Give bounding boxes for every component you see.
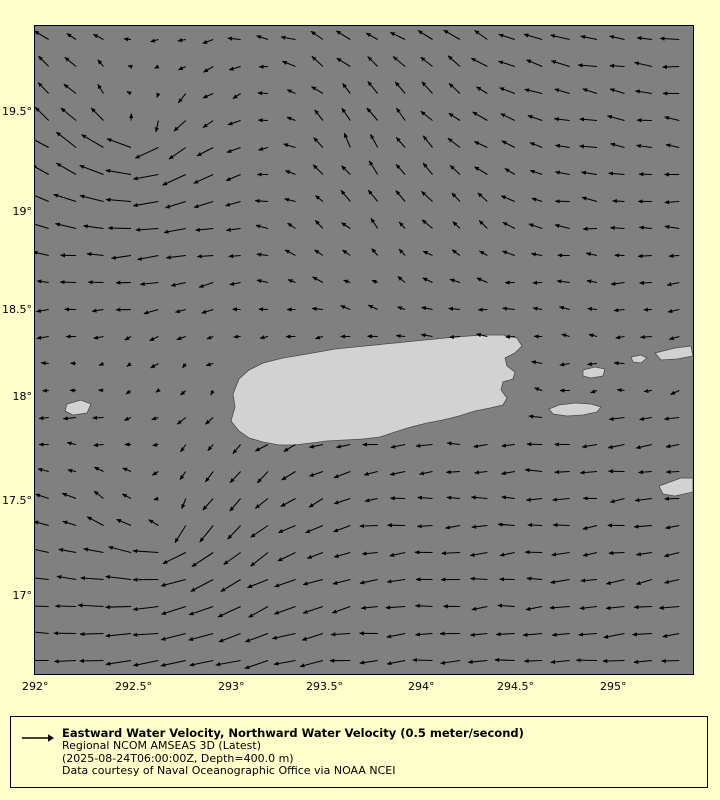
ytick-label: 17.5°	[2, 494, 32, 507]
ytick-label: 17°	[12, 589, 32, 602]
chart-legend	[10, 716, 710, 790]
ytick-label: 19°	[12, 205, 32, 218]
legend-title: Eastward Water Velocity, Northward Water Velocity (0.5 meter/second)	[62, 726, 524, 740]
xtick-label: 293.5°	[306, 680, 343, 693]
xtick-label: 294.5°	[497, 680, 534, 693]
legend-courtesy-line: Data courtesy of Naval Oceanographic Office via NOAA NCEI	[62, 764, 396, 777]
xtick-label: 294°	[408, 680, 435, 693]
velocity-arrows-layer	[35, 26, 693, 674]
xtick-label: 293°	[218, 680, 245, 693]
ytick-label: 18°	[12, 390, 32, 403]
ytick-label: 19.5°	[2, 105, 32, 118]
ytick-label: 18.5°	[2, 303, 32, 316]
legend-time-depth-line: (2025-08-24T06:00:00Z, Depth=400.0 m)	[62, 751, 294, 765]
legend-source-line: Regional NCOM AMSEAS 3D (Latest)	[62, 739, 261, 752]
chart-plot-wrapper	[2, 25, 694, 693]
reference-arrow-icon	[22, 732, 54, 744]
legend-text-block	[62, 726, 692, 778]
xtick-label: 292.5°	[115, 680, 152, 693]
xtick-label: 295°	[600, 680, 627, 693]
vector-field-plot	[34, 25, 694, 675]
xtick-label: 292°	[22, 680, 49, 693]
